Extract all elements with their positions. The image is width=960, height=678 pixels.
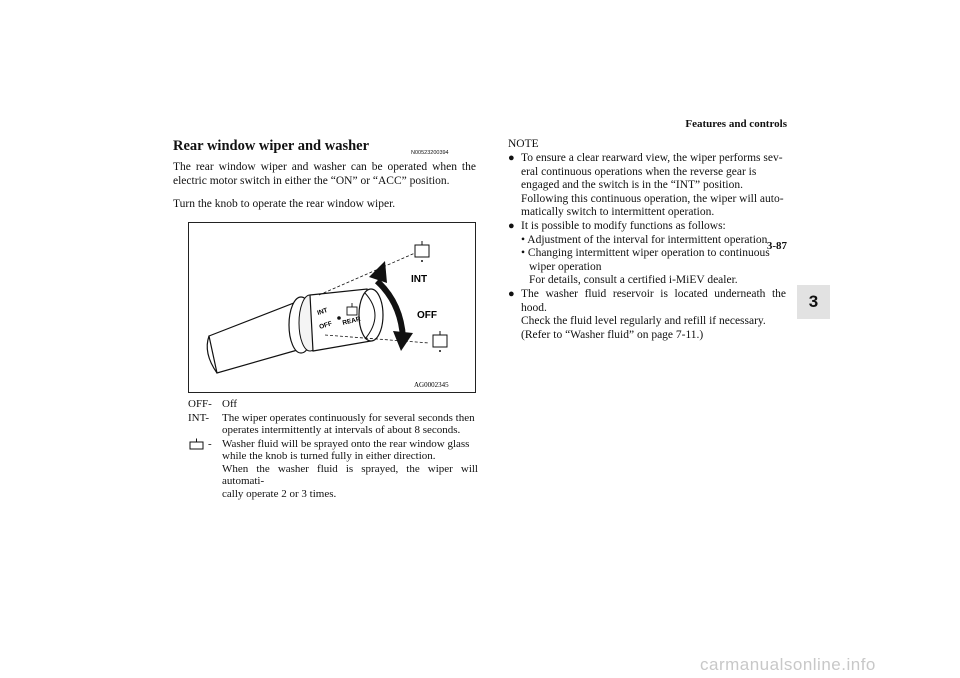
rear-washer-icon-top xyxy=(415,241,429,262)
definition-key: INT- xyxy=(188,411,209,424)
knob-int-label: INT xyxy=(316,307,329,317)
definition-text: operates intermittently at intervals of about 8 seconds. xyxy=(222,424,461,436)
note-subitem-continuation: wiper operation xyxy=(529,260,602,273)
note-item xyxy=(508,152,786,220)
note-text: Check the fluid level regularly and refill if necessary. xyxy=(521,315,766,328)
wiper-switch-figure xyxy=(188,222,476,393)
note-subitem: • Changing intermittent wiper operation to continuous xyxy=(521,247,770,260)
watermark: carmanualsonline.info xyxy=(700,655,876,674)
definition-text: Washer fluid will be sprayed onto the rear window glass xyxy=(222,437,470,450)
note-text: eral continuous operations when the reverse gear is xyxy=(521,165,757,178)
section-code: N00523200394 xyxy=(411,150,449,156)
note-list xyxy=(508,152,786,342)
bullet-icon: ● xyxy=(508,287,515,300)
definition-text: cally operate 2 or 3 times. xyxy=(222,487,337,500)
header-title: Features and controls xyxy=(685,118,787,130)
note-text: engaged and the switch is in the “INT” position. xyxy=(521,179,743,192)
definitions-list xyxy=(188,398,478,501)
note-item xyxy=(508,288,786,342)
definition-int xyxy=(188,412,478,437)
bullet-icon: ● xyxy=(508,152,515,164)
knob-off-label: OFF xyxy=(318,320,333,331)
definition-text: Off xyxy=(222,398,238,410)
definition-off xyxy=(188,398,478,411)
rear-washer-icon xyxy=(188,438,208,450)
figure-id: AG0002345 xyxy=(414,381,449,389)
definition-text: while the knob is turned fully in either direction. xyxy=(222,450,436,462)
note-text: (Refer to “Washer fluid” on page 7-11.) xyxy=(521,328,704,341)
definition-key: - xyxy=(208,437,212,450)
instruction-paragraph: Turn the knob to operate the rear window wiper. xyxy=(173,198,396,210)
rear-washer-icon-bottom xyxy=(433,331,447,352)
definition-text: When the washer fluid is sprayed, the wiper will automati- xyxy=(222,462,478,487)
note-text: It is possible to modify functions as follows: xyxy=(521,219,726,232)
note-text: matically switch to intermittent operation. xyxy=(521,206,715,219)
definition-key: OFF- xyxy=(188,398,212,410)
page-number: 3-87 xyxy=(766,240,787,252)
intro-paragraph: The rear window wiper and washer can be operated when the electric motor switch in either the “ON” or “ACC” position. xyxy=(173,161,476,187)
off-position-label: OFF xyxy=(417,310,437,321)
chapter-tab[interactable]: 3 xyxy=(797,285,830,319)
knob-rear-label: REAR xyxy=(341,315,362,327)
bullet-icon: ● xyxy=(508,219,515,232)
note-text: The washer fluid reservoir is located underneath the hood. xyxy=(521,287,786,314)
definition-text: The wiper operates continuously for several seconds then xyxy=(222,411,475,424)
note-subitem-continuation: For details, consult a certified i-MiEV dealer. xyxy=(529,274,738,287)
note-item xyxy=(508,220,786,288)
section-heading: Rear window wiper and washer xyxy=(173,138,370,154)
int-position-label: INT xyxy=(411,274,428,285)
note-subitem: • Adjustment of the interval for intermittent operation xyxy=(521,233,768,246)
note-text: Following this continuous operation, the wiper will auto- xyxy=(521,192,784,205)
note-text: To ensure a clear rearward view, the wiper performs sev- xyxy=(521,152,783,164)
note-label: NOTE xyxy=(508,138,539,150)
definition-washer xyxy=(188,438,478,501)
